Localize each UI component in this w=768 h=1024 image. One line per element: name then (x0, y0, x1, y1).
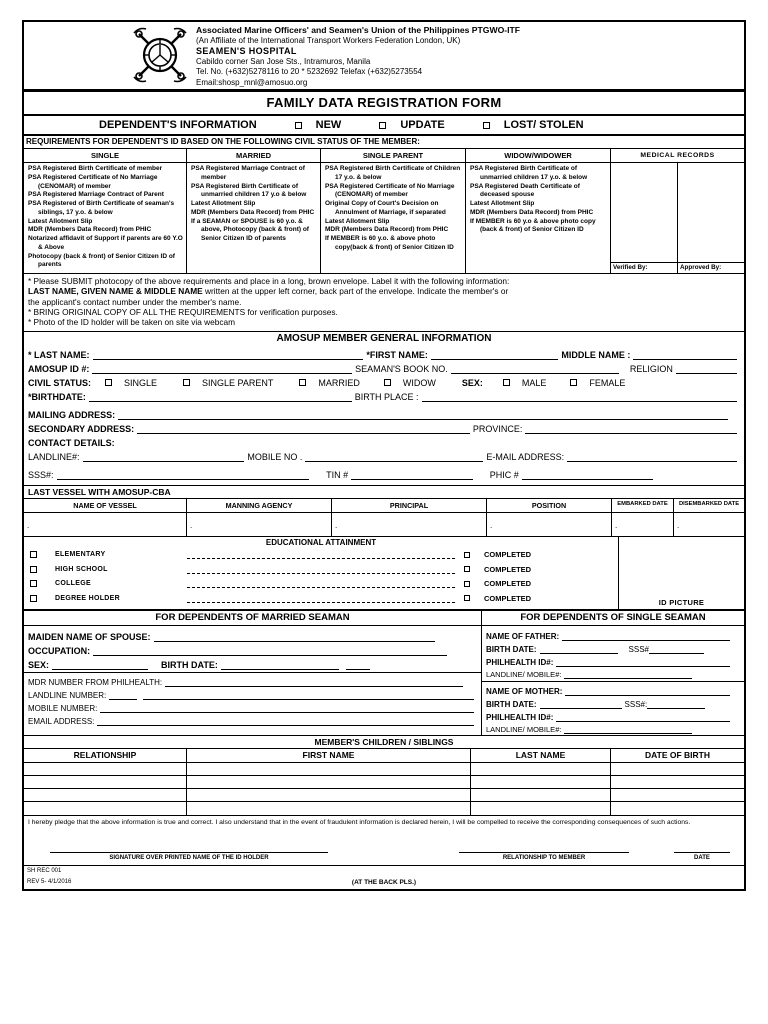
option-lost-stolen-label: LOST/ STOLEN (503, 119, 584, 131)
form-header (24, 22, 744, 92)
landline-label: LANDLINE#: (28, 451, 80, 462)
single-seaman-header: FOR DEPENDENTS OF SINGLE SEAMAN (482, 611, 744, 626)
gov-ids-row (24, 466, 744, 480)
name-row (24, 346, 744, 360)
form-code: SH REC 001 (27, 868, 62, 875)
single-seaman-section (482, 611, 744, 735)
female-label: FEMALE (589, 377, 626, 388)
dependents-sections (24, 609, 744, 735)
children-cell-date-of-birth[interactable] (611, 776, 744, 788)
educational-attainment-main (24, 537, 618, 609)
children-column-header: LAST NAME (471, 749, 611, 762)
mother-sss-label: SSS#: (624, 699, 648, 709)
spouse-sex-birth-row (24, 656, 481, 670)
amosup-id-input-line[interactable] (92, 363, 352, 374)
option-new-label: NEW (315, 119, 342, 131)
seamans-book-input-line[interactable] (451, 363, 619, 374)
req-col-married (187, 149, 321, 273)
vessel-cell[interactable]: . (187, 513, 332, 536)
vessel-table-row (24, 513, 744, 536)
note-line-2 (28, 286, 740, 296)
educational-attainment-section (24, 536, 744, 609)
spouse-landline-label: LANDLINE NUMBER: (28, 690, 107, 700)
vessel-column-header: DISEMBARKED DATE (678, 501, 740, 508)
seamans-book-label: SEAMAN'S BOOK NO. (355, 363, 448, 374)
occupation-input-line[interactable] (93, 645, 447, 656)
id-row (24, 360, 744, 374)
requirement-item: PSA Registered Birth Certificate of member (28, 165, 163, 172)
children-cell-relationship[interactable] (24, 789, 187, 801)
note-line-3: the applicant's contact number under the member's name. (28, 296, 242, 307)
vessel-column-header: MANNING AGENCY (187, 499, 332, 512)
note-line-4: * BRING ORIGINAL COPY OF ALL THE REQUIREMENTS for verification purposes. (28, 307, 338, 318)
first-name-input-line[interactable] (431, 349, 558, 360)
education-completed-label: COMPLETED (484, 593, 532, 603)
org-phone: Tel. No. (+632)5278116 to 20 * 5232692 Telefax (+632)5273554 (196, 67, 423, 76)
education-completed-label: COMPLETED (484, 579, 532, 589)
option-civil-married (299, 378, 360, 388)
checkbox-lost-stolen[interactable] (483, 122, 490, 129)
mother-birth-row (482, 696, 744, 709)
birth-row (24, 388, 744, 402)
requirement-item: MDR (Members Data Record) from PHIC (191, 208, 315, 216)
first-name-label: *FIRST NAME: (366, 349, 428, 360)
phic-label: PHIC # (489, 469, 519, 480)
requirement-item: Photocopy (back & front) of Senior Citizen ID of parents (28, 252, 175, 269)
education-row (24, 548, 618, 563)
last-vessel-table (24, 485, 744, 536)
children-cell-last-name[interactable] (471, 776, 611, 788)
male-label: MALE (521, 377, 547, 388)
req-col-single-items (24, 163, 186, 273)
children-cell-last-name[interactable] (471, 763, 611, 775)
mdr-label: MDR NUMBER FROM PHILHEALTH: (28, 677, 163, 687)
medical-records-cell-left[interactable] (611, 163, 678, 262)
spouse-mobile-row (24, 700, 481, 713)
back-page-note: (AT THE BACK PLS.) (351, 879, 417, 887)
children-cell-first-name[interactable] (187, 776, 471, 788)
vessel-column-header: POSITION (487, 499, 612, 512)
vessel-table-headers (24, 499, 744, 513)
father-name-row (482, 628, 744, 641)
requirement-item: PSA Registered Death Certificate of deceased spouse (470, 182, 580, 199)
children-siblings-title: MEMBER'S CHILDREN / SIBLINGS (24, 736, 744, 749)
mother-philhealth-label: PHILHEALTH ID#: (486, 712, 554, 722)
hospital-name: SEAMEN'S HOSPITAL (196, 46, 297, 56)
req-col-married-header: MARRIED (187, 149, 320, 163)
children-cell-relationship[interactable] (24, 776, 187, 788)
mailing-address-input-line[interactable] (118, 409, 728, 420)
father-contact-input-line[interactable] (564, 668, 692, 679)
mdr-input-line[interactable] (165, 676, 463, 687)
mother-name-input-line[interactable] (565, 685, 730, 696)
civil-single-parent-label: SINGLE PARENT (202, 377, 274, 388)
vessel-cell[interactable]: . (487, 513, 612, 536)
education-level-checkbox[interactable] (30, 566, 37, 573)
vessel-cell[interactable]: . (24, 513, 187, 536)
form-revision: REV 5- 4/1/2016 (27, 879, 72, 886)
father-philhealth-input-line[interactable] (556, 656, 730, 667)
checkbox-male[interactable] (503, 379, 510, 386)
children-table-headers (24, 749, 744, 763)
medical-records-footer (611, 262, 744, 273)
signature-date-group (674, 852, 730, 861)
children-cell-date-of-birth[interactable] (611, 763, 744, 775)
pledge-statement: I hereby pledge that the above information is true and correct. I also understand that in the event of fraudulent information is declared herein, I will be compelled to receive the corresponding consequences of such actions. (24, 815, 744, 834)
father-philhealth-row (482, 654, 744, 667)
vessel-column-header: NAME OF VESSEL (24, 499, 187, 512)
mailing-address-label: MAILING ADDRESS: (28, 409, 116, 420)
education-row (24, 577, 618, 592)
spouse-sex-input-line[interactable] (52, 659, 148, 670)
education-row (24, 562, 618, 577)
religion-label: RELIGION (629, 363, 673, 374)
education-level-label: ELEMENTARY (55, 551, 106, 559)
children-table-row (24, 763, 744, 776)
medical-records-cell-right[interactable] (678, 163, 745, 262)
requirement-item: PSA Registered Certificate of No Marriage (CENOMAR) of member (325, 182, 455, 199)
contact-details-row (24, 434, 744, 448)
spouse-sex-label: SEX: (28, 659, 50, 670)
option-update-label: UPDATE (400, 119, 445, 131)
married-seaman-body (24, 626, 481, 727)
father-philhealth-label: PHILHEALTH ID#: (486, 657, 554, 667)
birth-place-input-line[interactable] (422, 391, 737, 402)
note-line-1: * Please SUBMIT photocopy of the above requirements and place in a long, brown envelope. Label it with the following information: (28, 276, 510, 287)
married-seaman-header: FOR DEPENDENTS OF MARRIED SEAMAN (24, 611, 481, 626)
father-sss-input-line[interactable] (649, 643, 704, 654)
educational-attainment-rows (24, 548, 618, 606)
educational-attainment-header: EDUCATIONAL ATTAINMENT (265, 537, 377, 547)
spouse-email-label: EMAIL ADDRESS: (28, 716, 95, 726)
option-civil-single (105, 378, 157, 388)
province-label: PROVINCE: (472, 423, 523, 434)
signature-date-label[interactable]: DATE (674, 852, 730, 861)
requirement-item: PSA Registered Birth Certificate of unmarried children 17 y.o & below (191, 182, 307, 199)
children-cell-date-of-birth[interactable] (611, 789, 744, 801)
mother-name-label: NAME OF MOTHER: (486, 686, 563, 696)
checkbox-civil-married[interactable] (299, 379, 306, 386)
mobile-input-line[interactable] (305, 451, 483, 462)
education-completed-checkbox[interactable] (464, 552, 470, 558)
spouse-landline-short-line[interactable] (109, 689, 137, 700)
form-footer (24, 865, 744, 889)
landline-input-line[interactable] (83, 451, 245, 462)
id-picture-box (618, 537, 744, 609)
father-sss-label: SSS# (628, 644, 649, 654)
checkbox-update[interactable] (379, 122, 386, 129)
birthdate-input-line[interactable] (89, 391, 352, 402)
vessel-cell[interactable]: . (332, 513, 487, 536)
checkbox-civil-widow[interactable] (384, 379, 391, 386)
option-lost-stolen (483, 119, 584, 131)
education-level-label: HIGH SCHOOL (55, 565, 108, 573)
children-table-row (24, 802, 744, 815)
email-input-line[interactable] (567, 451, 737, 462)
general-information-header: AMOSUP MEMBER GENERAL INFORMATION (276, 332, 492, 344)
middle-name-label: MIDDLE NAME : (561, 349, 631, 360)
requirement-item: Original Copy of Court's Decision on Annulment of Marriage, if separated (325, 200, 446, 216)
signature-relationship-group (459, 852, 629, 861)
signature-relationship-label[interactable]: RELATIONSHIP TO MEMBER (459, 852, 629, 861)
occupation-row (24, 642, 481, 656)
option-civil-widow (384, 378, 436, 388)
mother-contact-row (482, 722, 744, 734)
education-completed-checkbox[interactable] (464, 566, 470, 572)
father-birth-input-line[interactable] (540, 643, 618, 654)
org-affiliation: (An Affiliate of the International Transport Workers Federation London, UK) (196, 35, 461, 45)
father-birth-label: BIRTH DATE: (486, 644, 537, 654)
father-contact-label: LANDLINE/ MOBILE#: (486, 669, 562, 679)
middle-name-input-line[interactable] (633, 349, 737, 360)
education-level-label: DEGREE HOLDER (55, 594, 120, 602)
last-name-input-line[interactable] (93, 349, 364, 360)
dependents-information-bar (24, 116, 744, 136)
submission-notes (24, 274, 744, 331)
secondary-address-label: SECONDARY ADDRESS: (28, 423, 135, 434)
requirement-item: PSA Registered Marriage Contract of member (191, 165, 305, 181)
civil-status-label: CIVIL STATUS: (28, 377, 91, 388)
children-cell-relationship[interactable] (24, 802, 187, 815)
option-new (295, 119, 342, 131)
civil-widow-label: WIDOW (402, 377, 436, 388)
req-col-widow (466, 149, 611, 273)
req-col-single-parent-header: SINGLE PARENT (321, 149, 465, 163)
vessel-column-header: PRINCIPAL (332, 499, 487, 512)
mother-philhealth-row (482, 709, 744, 722)
mother-sss-input-line[interactable] (647, 698, 705, 709)
mdr-row (24, 674, 481, 687)
amosup-id-label: AMOSUP ID #: (28, 363, 90, 374)
civil-married-label: MARRIED (318, 377, 360, 388)
secondary-address-input-line[interactable] (137, 423, 470, 434)
verified-by-label: Verified By: (611, 263, 678, 273)
req-col-single (24, 149, 187, 273)
requirement-item: PSA Registered Birth Certificate of Children 17 y.o. & below (325, 165, 461, 181)
medical-records-header: MEDICAL RECORDS (611, 149, 744, 163)
requirement-item: If a SEAMAN or SPOUSE is 60 y.o. & above, Photocopy (back & front) of Senior Citizen ID of parents (191, 217, 309, 243)
religion-input-line[interactable] (676, 363, 737, 374)
spouse-mobile-label: MOBILE NUMBER: (28, 703, 98, 713)
education-input-line[interactable] (187, 579, 455, 588)
req-col-married-items (187, 163, 320, 273)
phic-input-line[interactable] (522, 469, 653, 480)
mother-birth-input-line[interactable] (540, 698, 622, 709)
education-level-checkbox[interactable] (30, 551, 37, 558)
children-column-header: DATE OF BIRTH (644, 749, 710, 760)
requirement-item: PSA Registered Birth Certificate of unmarried children 17 y.o. & below (470, 165, 588, 181)
tin-label: TIN # (326, 469, 349, 480)
education-input-line[interactable] (187, 565, 455, 574)
requirement-item: Latest Allotment Slip (325, 217, 390, 225)
requirement-item: Notarized affidavit of Support if parents are 60 Y.O & Above (28, 235, 183, 251)
mobile-label: MOBILE NO . (247, 451, 303, 462)
sex-label: SEX: (461, 377, 483, 388)
father-name-label: NAME OF FATHER: (486, 631, 560, 641)
education-input-line[interactable] (187, 550, 455, 559)
education-level-checkbox[interactable] (30, 580, 37, 587)
approved-by-label: Approved By: (680, 264, 722, 272)
mother-contact-label: LANDLINE/ MOBILE#: (486, 724, 562, 734)
children-column-header: RELATIONSHIP (24, 749, 187, 762)
checkbox-civil-single[interactable] (105, 379, 112, 386)
spouse-mobile-input-line[interactable] (100, 702, 474, 713)
mother-name-row (482, 683, 744, 696)
requirement-item: MDR (Members Data Record) from PHIC (28, 226, 152, 234)
spouse-birth-date-input-line[interactable] (221, 659, 339, 670)
father-birth-row (482, 641, 744, 654)
birthdate-label: *BIRTHDATE: (28, 391, 86, 402)
requirement-item: Latest Allotment Slip (191, 200, 256, 208)
option-sex-male (503, 378, 547, 388)
org-address: Cabildo corner San Jose Sts., Intramuros, Manila (196, 56, 371, 66)
spouse-email-input-line[interactable] (97, 715, 474, 726)
requirements-caption: REQUIREMENTS FOR DEPENDENT'S ID BASED ON THE FOLLOWING CIVIL STATUS OF THE MEMBER: (24, 136, 744, 149)
requirement-item: PSA Registered of Birth Certificate of seaman's siblings, 17 y.o. & below (28, 200, 175, 216)
maiden-name-input-line[interactable] (154, 631, 435, 642)
children-cell-date-of-birth[interactable] (611, 802, 744, 815)
option-update (379, 119, 444, 131)
requirement-item: MDR (Members Data Record) from PHIC (470, 208, 594, 216)
requirement-item: If MEMBER is 60 y.o. & above photo copy(back & front) of Senior Citizen ID (325, 235, 454, 251)
spouse-landline-row (24, 687, 481, 700)
children-cell-relationship[interactable] (24, 763, 187, 775)
checkbox-female[interactable] (570, 379, 577, 386)
signature-area (24, 833, 744, 865)
amosup-seal-logo (130, 25, 190, 85)
spouse-birth-date-extra-line[interactable] (346, 659, 370, 670)
checkbox-civil-single-parent[interactable] (183, 379, 190, 386)
vessel-cell[interactable]: . (677, 520, 680, 530)
children-cell-first-name[interactable] (187, 763, 471, 775)
single-seaman-body (482, 626, 744, 735)
dependents-information-label: DEPENDENT'S INFORMATION (99, 119, 257, 131)
note-line-2-rest: written at the upper left corner, back part of the envelope. Indicate the member's or (202, 286, 509, 297)
requirement-item: If MEMBER is 60 y.o & above photo copy (back & front) of Senior Citizen ID (470, 217, 596, 234)
requirement-item: PSA Registered Marriage Contract of Parent (28, 191, 164, 199)
civil-single-label: SINGLE (124, 377, 158, 388)
id-picture-label: ID PICTURE (658, 597, 705, 607)
mother-contact-input-line[interactable] (564, 723, 692, 734)
vessel-column-header: EMBARKED DATE (612, 499, 674, 512)
children-column-header: FIRST NAME (187, 749, 471, 762)
education-input-line[interactable] (187, 594, 455, 603)
children-cell-last-name[interactable] (471, 789, 611, 801)
children-cell-last-name[interactable] (471, 802, 611, 815)
secondary-address-row (24, 420, 744, 434)
last-name-label: * LAST NAME: (28, 349, 90, 360)
maiden-name-label: MAIDEN NAME OF SPOUSE: (28, 631, 151, 642)
children-table-row (24, 789, 744, 802)
req-col-widow-header: WIDOW/WIDOWER (466, 149, 610, 163)
children-table-row (24, 776, 744, 789)
note-line-2-bold: LAST NAME, GIVEN NAME & MIDDLE NAME (28, 286, 203, 297)
requirements-table (24, 149, 744, 274)
spouse-email-row (24, 713, 481, 726)
maiden-name-row (24, 628, 481, 642)
requirement-item: PSA Registered Certificate of No Marriage (CENOMAR) of member (28, 173, 158, 190)
checkbox-new[interactable] (295, 122, 302, 129)
requirement-item: MDR (Members Data Record) from PHIC (325, 226, 449, 234)
province-input-line[interactable] (525, 423, 737, 434)
sss-input-line[interactable] (57, 469, 310, 480)
spouse-birth-date-label: BIRTH DATE: (161, 659, 218, 670)
birth-place-label: BIRTH PLACE : (354, 391, 419, 402)
mailing-address-row (24, 406, 744, 420)
children-siblings-table (24, 735, 744, 815)
requirement-item: Latest Allotment Slip (28, 217, 93, 225)
signature-holder-label[interactable]: SIGNATURE OVER PRINTED NAME OF THE ID HOLDER (50, 852, 328, 861)
org-email: Email:shosp_mnl@amosuo.org (196, 77, 308, 87)
father-contact-row (482, 667, 744, 679)
signature-holder-group (50, 852, 328, 861)
contact-details-label: CONTACT DETAILS: (28, 437, 115, 448)
education-completed-label: COMPLETED (484, 550, 532, 560)
form-title: FAMILY DATA REGISTRATION FORM (24, 92, 744, 116)
family-data-registration-form (22, 20, 746, 891)
last-vessel-title: LAST VESSEL WITH AMOSUP-CBA (24, 486, 744, 499)
children-cell-first-name[interactable] (187, 802, 471, 815)
education-completed-checkbox[interactable] (464, 595, 470, 601)
option-civil-single-parent (183, 378, 273, 388)
children-cell-first-name[interactable] (187, 789, 471, 801)
occupation-label: OCCUPATION: (28, 645, 91, 656)
education-level-checkbox[interactable] (30, 595, 37, 602)
requirement-item: Latest Allotment Slip (470, 200, 535, 208)
education-completed-checkbox[interactable] (464, 581, 470, 587)
civil-status-row (24, 374, 744, 388)
sss-label: SSS#: (28, 469, 54, 480)
option-sex-female (570, 378, 625, 388)
spouse-landline-input-line[interactable] (143, 689, 474, 700)
mother-philhealth-input-line[interactable] (556, 711, 730, 722)
req-col-single-parent (321, 149, 466, 273)
organization-info (196, 25, 520, 88)
req-col-widow-items (466, 163, 610, 273)
father-name-input-line[interactable] (562, 630, 730, 641)
req-col-medical-records (611, 149, 744, 273)
married-seaman-section (24, 611, 482, 735)
education-level-label: COLLEGE (55, 580, 91, 588)
tin-input-line[interactable] (351, 469, 473, 480)
req-col-single-parent-items (321, 163, 465, 273)
org-name: Associated Marine Officers' and Seamen's Union of the Philippines PTGWO-ITF (196, 25, 521, 35)
education-row (24, 591, 618, 606)
email-label: E-MAIL ADDRESS: (486, 451, 565, 462)
phone-row (24, 448, 744, 462)
req-col-single-header: SINGLE (24, 149, 186, 163)
note-line-5: * Photo of the ID holder will be taken on site via webcam (28, 317, 236, 328)
education-completed-label: COMPLETED (484, 564, 532, 574)
vessel-cell[interactable]: . (612, 513, 674, 536)
mother-birth-label: BIRTH DATE: (486, 699, 537, 709)
